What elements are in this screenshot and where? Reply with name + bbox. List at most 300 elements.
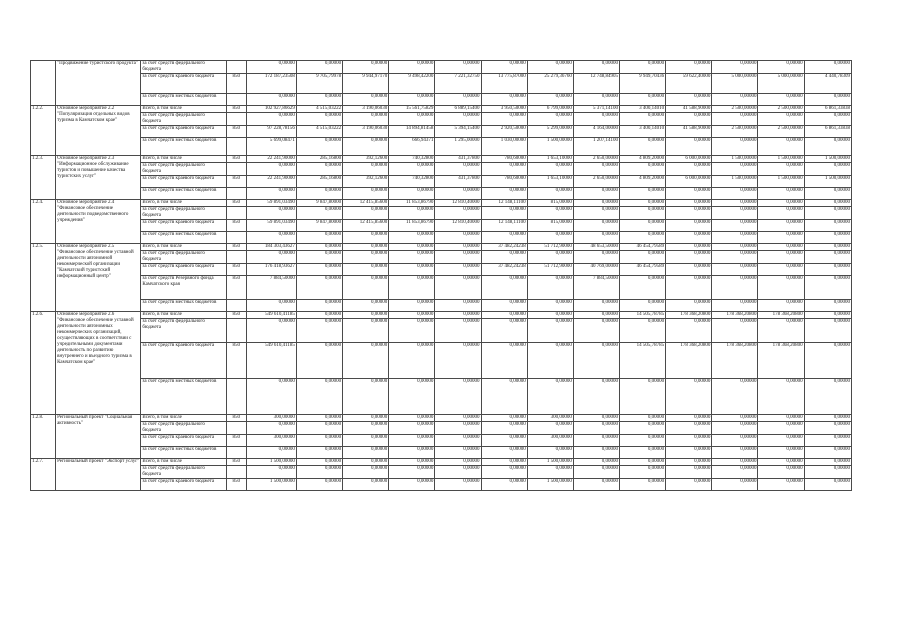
- year-amount: 178 368,20800: [712, 312, 758, 319]
- year-amount: 0,00000: [666, 415, 712, 422]
- year-amount: 4 515,03222: [296, 126, 342, 138]
- year-amount: 0,00000: [343, 163, 389, 176]
- year-amount: 0,00000: [804, 232, 851, 244]
- funding-source: за счет средств федерального бюджета: [141, 113, 226, 126]
- budget-code: 850: [226, 220, 246, 232]
- funding-source: за счет средств Резервного фонда Камчатского края: [141, 276, 226, 300]
- year-amount: 0,00000: [758, 300, 804, 312]
- total-amount: 0,00000: [246, 113, 296, 126]
- budget-table: [30, 60, 852, 491]
- year-amount: 0,00000: [712, 200, 758, 207]
- year-amount: 0,00000: [573, 479, 619, 491]
- table-row: [31, 251, 852, 264]
- total-amount: 0,00000: [246, 94, 296, 106]
- year-amount: 0,00000: [435, 94, 481, 106]
- year-amount: 0,00000: [804, 312, 851, 319]
- year-amount: 0,00000: [573, 188, 619, 200]
- year-amount: 0,00000: [804, 276, 851, 300]
- table-row: [31, 244, 852, 251]
- year-amount: 6 861,33838: [804, 106, 851, 113]
- year-amount: 0,00000: [435, 459, 481, 466]
- year-amount: 0,00000: [435, 207, 481, 220]
- year-amount: 9 498,42200: [389, 74, 435, 94]
- funding-source: за счет средств местных бюджетов: [141, 300, 226, 312]
- budget-code: [226, 163, 246, 176]
- funding-source: Всего, в том числе: [141, 156, 226, 163]
- year-amount: 9 847,80000: [296, 220, 342, 232]
- year-amount: 5 299,00000: [527, 126, 573, 138]
- year-amount: 37 482,24238: [481, 244, 527, 251]
- budget-code: 850: [226, 415, 246, 422]
- year-amount: 0,00000: [435, 466, 481, 479]
- total-amount: 22 241,90000: [246, 156, 296, 163]
- budget-code: [226, 188, 246, 200]
- year-amount: 0,00000: [620, 113, 666, 126]
- item-title: Основное мероприятие 2.3 "Информационное обслуживание туристов и повышение качества туристских услуг": [56, 156, 141, 200]
- total-amount: 0,00000: [246, 232, 296, 244]
- year-amount: 0,00000: [758, 61, 804, 74]
- year-amount: 1 653,10000: [527, 176, 573, 188]
- year-amount: 0,00000: [481, 207, 527, 220]
- budget-code: 850: [226, 74, 246, 94]
- table-row: [31, 94, 852, 106]
- year-amount: 0,00000: [296, 435, 342, 447]
- budget-code: 850: [226, 459, 246, 466]
- year-amount: 37 482,24238: [481, 264, 527, 276]
- year-amount: 0,00000: [712, 300, 758, 312]
- table-row: [31, 319, 852, 343]
- year-amount: 0,00000: [620, 188, 666, 200]
- year-amount: 178 368,20800: [758, 312, 804, 319]
- year-amount: 0,00000: [620, 220, 666, 232]
- year-amount: 2 650,00000: [573, 156, 619, 163]
- year-amount: 0,00000: [435, 188, 481, 200]
- year-amount: 0,00000: [712, 207, 758, 220]
- year-amount: 0,00000: [712, 61, 758, 74]
- total-amount: 176 418,93627: [246, 264, 296, 276]
- year-amount: 0,00000: [343, 244, 389, 251]
- year-amount: 178 368,20800: [758, 343, 804, 379]
- year-amount: 0,00000: [666, 113, 712, 126]
- total-amount: 0,00000: [246, 447, 296, 459]
- year-amount: 0,00000: [296, 466, 342, 479]
- year-amount: 0,00000: [712, 379, 758, 415]
- item-title: "Продвижение туристского продукта": [56, 61, 141, 106]
- year-amount: 0,00000: [758, 163, 804, 176]
- year-amount: 0,00000: [481, 319, 527, 343]
- total-amount: 59 891,03490: [246, 200, 296, 207]
- year-amount: 0,00000: [389, 251, 435, 264]
- year-amount: 3 400,14010: [620, 126, 666, 138]
- year-amount: 0,00000: [804, 188, 851, 200]
- year-amount: 0,00000: [481, 479, 527, 491]
- year-amount: 0,00000: [804, 447, 851, 459]
- year-amount: 0,00000: [296, 264, 342, 276]
- year-amount: 0,00000: [666, 300, 712, 312]
- year-amount: 0,00000: [573, 220, 619, 232]
- year-amount: 0,00000: [573, 200, 619, 207]
- year-amount: 0,00000: [666, 264, 712, 276]
- year-amount: 0,00000: [712, 232, 758, 244]
- table-row: [31, 312, 852, 319]
- funding-source: за счет средств краевого бюджета: [141, 74, 226, 94]
- year-amount: 0,00000: [758, 113, 804, 126]
- item-number: 1.2.3.: [31, 156, 56, 200]
- year-amount: 0,00000: [620, 479, 666, 491]
- total-amount: 59 891,03490: [246, 220, 296, 232]
- year-amount: 0,00000: [527, 113, 573, 126]
- year-amount: 0,00000: [343, 312, 389, 319]
- year-amount: 0,00000: [343, 264, 389, 276]
- table-row: [31, 74, 852, 94]
- table-row: [31, 156, 852, 163]
- table-row: [31, 200, 852, 207]
- year-amount: 0,00000: [481, 188, 527, 200]
- year-amount: 0,00000: [758, 422, 804, 435]
- year-amount: 0,00000: [389, 113, 435, 126]
- year-amount: 5 371,14100: [573, 106, 619, 113]
- year-amount: 48 653,50000: [573, 244, 619, 251]
- year-amount: 14 505,78785: [620, 312, 666, 319]
- year-amount: 0,00000: [343, 94, 389, 106]
- year-amount: 0,00000: [712, 220, 758, 232]
- year-amount: 0,00000: [389, 422, 435, 435]
- year-amount: 0,00000: [712, 94, 758, 106]
- year-amount: 0,00000: [296, 207, 342, 220]
- item-number: 1.2.4.: [31, 200, 56, 244]
- year-amount: 0,00000: [481, 379, 527, 415]
- year-amount: 0,00000: [712, 319, 758, 343]
- year-amount: 0,00000: [527, 447, 573, 459]
- year-amount: 2 500,00000: [758, 106, 804, 113]
- year-amount: 0,00000: [435, 113, 481, 126]
- year-amount: 0,00000: [666, 188, 712, 200]
- year-amount: 0,00000: [343, 138, 389, 156]
- year-amount: 5 000,00000: [712, 74, 758, 94]
- year-amount: 392,12600: [343, 156, 389, 163]
- year-amount: 0,00000: [573, 113, 619, 126]
- year-amount: 0,00000: [620, 415, 666, 422]
- year-amount: 0,00000: [527, 276, 573, 300]
- year-amount: 15 561,75829: [389, 106, 435, 113]
- year-amount: 12 810,40000: [435, 220, 481, 232]
- year-amount: 0,00000: [389, 447, 435, 459]
- total-amount: 0,00000: [246, 300, 296, 312]
- funding-source: за счет средств краевого бюджета: [141, 343, 226, 379]
- year-amount: 0,00000: [758, 200, 804, 207]
- year-amount: 0,00000: [527, 163, 573, 176]
- year-amount: 0,00000: [666, 163, 712, 176]
- year-amount: 0,00000: [573, 447, 619, 459]
- year-amount: 0,00000: [758, 138, 804, 156]
- year-amount: 0,00000: [758, 479, 804, 491]
- year-amount: 0,00000: [481, 300, 527, 312]
- year-amount: 0,00000: [527, 232, 573, 244]
- year-amount: 0,00000: [758, 244, 804, 251]
- year-amount: 2 500,00000: [758, 126, 804, 138]
- year-amount: 4 164,00000: [573, 126, 619, 138]
- year-amount: 0,00000: [804, 459, 851, 466]
- year-amount: 6 861,33838: [804, 126, 851, 138]
- year-amount: 14 505,78785: [620, 343, 666, 379]
- table-row: [31, 264, 852, 276]
- total-amount: 1 500,00000: [246, 479, 296, 491]
- year-amount: 0,00000: [481, 276, 527, 300]
- year-amount: 0,00000: [758, 415, 804, 422]
- year-amount: 0,00000: [620, 61, 666, 74]
- year-amount: 0,00000: [620, 435, 666, 447]
- funding-source: Всего, в том числе: [141, 415, 226, 422]
- year-amount: 666,94371: [389, 138, 435, 156]
- table-row: [31, 343, 852, 379]
- budget-code: [226, 94, 246, 106]
- total-amount: 172 187,23508: [246, 74, 296, 94]
- year-amount: 780,60000: [481, 176, 527, 188]
- table-row: [31, 126, 852, 138]
- budget-code: 850: [226, 312, 246, 319]
- year-amount: 1 500,00000: [712, 156, 758, 163]
- year-amount: 0,00000: [620, 207, 666, 220]
- year-amount: 0,00000: [666, 276, 712, 300]
- year-amount: 0,00000: [435, 422, 481, 435]
- year-amount: 0,00000: [435, 300, 481, 312]
- year-amount: 0,00000: [712, 163, 758, 176]
- table-row: [31, 379, 852, 415]
- year-amount: 0,00000: [712, 276, 758, 300]
- year-amount: 0,00000: [343, 232, 389, 244]
- year-amount: 14 894,81458: [389, 126, 435, 138]
- budget-code: [226, 447, 246, 459]
- year-amount: 0,00000: [389, 479, 435, 491]
- year-amount: 0,00000: [573, 422, 619, 435]
- year-amount: 0,00000: [573, 459, 619, 466]
- year-amount: 2 500,00000: [712, 106, 758, 113]
- table-row: [31, 300, 852, 312]
- budget-code: [226, 422, 246, 435]
- year-amount: 0,00000: [435, 251, 481, 264]
- funding-source: за счет средств краевого бюджета: [141, 220, 226, 232]
- year-amount: 4 809,20000: [620, 156, 666, 163]
- year-amount: 0,00000: [435, 319, 481, 343]
- funding-source: за счет средств федерального бюджета: [141, 422, 226, 435]
- table-row: [31, 106, 852, 113]
- year-amount: 51 712,90000: [527, 244, 573, 251]
- year-amount: 0,00000: [666, 466, 712, 479]
- table-row: [31, 435, 852, 447]
- year-amount: 0,00000: [296, 312, 342, 319]
- year-amount: 0,00000: [620, 422, 666, 435]
- budget-code: 850: [226, 435, 246, 447]
- budget-code: 850: [226, 106, 246, 113]
- year-amount: 5 000,00000: [758, 74, 804, 94]
- funding-source: за счет средств местных бюджетов: [141, 138, 226, 156]
- year-amount: 6 799,00000: [527, 106, 573, 113]
- year-amount: 0,00000: [343, 343, 389, 379]
- table-row: [31, 113, 852, 126]
- year-amount: 0,00000: [389, 188, 435, 200]
- funding-source: за счет средств местных бюджетов: [141, 447, 226, 459]
- year-amount: 0,00000: [573, 319, 619, 343]
- budget-code: [226, 251, 246, 264]
- funding-source: за счет средств федерального бюджета: [141, 466, 226, 479]
- total-amount: 184 303,43627: [246, 244, 296, 251]
- year-amount: 0,00000: [296, 300, 342, 312]
- year-amount: 0,00000: [389, 319, 435, 343]
- year-amount: 9 949,70436: [620, 74, 666, 94]
- year-amount: 0,00000: [343, 459, 389, 466]
- year-amount: 11 853,86790: [389, 220, 435, 232]
- year-amount: 0,00000: [343, 415, 389, 422]
- total-amount: 0,00000: [246, 163, 296, 176]
- year-amount: 0,00000: [343, 251, 389, 264]
- table-row: [31, 61, 852, 74]
- year-amount: 0,00000: [296, 251, 342, 264]
- year-amount: 1 500,00000: [758, 176, 804, 188]
- table-row: [31, 415, 852, 422]
- year-amount: 285,16800: [296, 156, 342, 163]
- year-amount: 0,00000: [758, 379, 804, 415]
- total-amount: 300,00000: [246, 435, 296, 447]
- year-amount: 0,00000: [296, 163, 342, 176]
- year-amount: 25 279,36760: [527, 74, 573, 94]
- year-amount: 0,00000: [758, 319, 804, 343]
- total-amount: 0,00000: [246, 188, 296, 200]
- year-amount: 0,00000: [296, 459, 342, 466]
- year-amount: 0,00000: [573, 94, 619, 106]
- year-amount: 0,00000: [296, 479, 342, 491]
- total-amount: 549 610,41185: [246, 343, 296, 379]
- year-amount: 0,00000: [712, 244, 758, 251]
- year-amount: 0,00000: [666, 244, 712, 251]
- funding-source: за счет средств местных бюджетов: [141, 188, 226, 200]
- year-amount: 0,00000: [527, 188, 573, 200]
- year-amount: 740,32800: [389, 176, 435, 188]
- table-row: [31, 220, 852, 232]
- year-amount: 0,00000: [435, 415, 481, 422]
- year-amount: 0,00000: [389, 264, 435, 276]
- year-amount: 0,00000: [804, 244, 851, 251]
- total-amount: 0,00000: [246, 251, 296, 264]
- year-amount: 0,00000: [481, 61, 527, 74]
- total-amount: 5 699,08471: [246, 138, 296, 156]
- budget-code: 850: [226, 126, 246, 138]
- year-amount: 0,00000: [804, 200, 851, 207]
- funding-source: за счет средств местных бюджетов: [141, 379, 226, 415]
- year-amount: 0,00000: [296, 319, 342, 343]
- year-amount: 0,00000: [435, 232, 481, 244]
- year-amount: 0,00000: [758, 447, 804, 459]
- year-amount: 0,00000: [343, 422, 389, 435]
- year-amount: 0,00000: [435, 61, 481, 74]
- year-amount: 3 190,06030: [343, 106, 389, 113]
- year-amount: 0,00000: [712, 264, 758, 276]
- year-amount: 0,00000: [573, 207, 619, 220]
- year-amount: 178 368,20800: [666, 343, 712, 379]
- year-amount: 0,00000: [620, 138, 666, 156]
- year-amount: 0,00000: [620, 466, 666, 479]
- table-row: [31, 479, 852, 491]
- year-amount: 2 920,50000: [481, 126, 527, 138]
- year-amount: 0,00000: [712, 415, 758, 422]
- budget-code: 850: [226, 200, 246, 207]
- year-amount: 3 950,50000: [481, 106, 527, 113]
- year-amount: 0,00000: [296, 94, 342, 106]
- funding-source: за счет средств федерального бюджета: [141, 207, 226, 220]
- table-row: [31, 459, 852, 466]
- year-amount: 0,00000: [666, 232, 712, 244]
- year-amount: 0,00000: [389, 61, 435, 74]
- year-amount: 0,00000: [804, 251, 851, 264]
- total-amount: 22 241,90000: [246, 176, 296, 188]
- year-amount: 0,00000: [481, 312, 527, 319]
- year-amount: 12 148,11100: [481, 220, 527, 232]
- table-row: [31, 138, 852, 156]
- budget-code: [226, 466, 246, 479]
- year-amount: 13 775,87000: [481, 74, 527, 94]
- year-amount: 0,00000: [481, 447, 527, 459]
- item-title: Основное мероприятие 2.5 "Финансовое обеспечение уставной деятельности автономной некоммерческой организации "Камчатский туристский информационный центр": [56, 244, 141, 312]
- table-row: [31, 232, 852, 244]
- year-amount: 3 190,06030: [343, 126, 389, 138]
- year-amount: 0,00000: [435, 163, 481, 176]
- year-amount: 0,00000: [389, 312, 435, 319]
- year-amount: 0,00000: [527, 422, 573, 435]
- total-amount: 0,00000: [246, 422, 296, 435]
- year-amount: 0,00000: [804, 207, 851, 220]
- year-amount: 4 440,78309: [804, 74, 851, 94]
- year-amount: 0,00000: [804, 422, 851, 435]
- year-amount: 0,00000: [296, 113, 342, 126]
- year-amount: 0,00000: [573, 343, 619, 379]
- year-amount: 0,00000: [573, 415, 619, 422]
- item-title: Основное мероприятие 2.6 "Финансовое обеспечение уставной деятельности автономных некоммерческих организаций, осуществляющих в соответствии с учредительными документами деятельность по развитию внутреннего и въездного туризма в Камчатском крае": [56, 312, 141, 415]
- year-amount: 0,00000: [666, 479, 712, 491]
- year-amount: 0,00000: [666, 207, 712, 220]
- year-amount: 12 748,84905: [573, 74, 619, 94]
- year-amount: 0,00000: [435, 447, 481, 459]
- year-amount: 0,00000: [712, 466, 758, 479]
- year-amount: 1 653,10000: [527, 156, 573, 163]
- funding-source: за счет средств краевого бюджета: [141, 126, 226, 138]
- year-amount: 0,00000: [712, 138, 758, 156]
- year-amount: 0,00000: [527, 343, 573, 379]
- year-amount: 0,00000: [620, 459, 666, 466]
- budget-code: [226, 300, 246, 312]
- year-amount: 0,00000: [527, 251, 573, 264]
- year-amount: 0,00000: [389, 207, 435, 220]
- year-amount: 11 853,86790: [389, 200, 435, 207]
- year-amount: 7 221,32750: [435, 74, 481, 94]
- year-amount: 0,00000: [620, 300, 666, 312]
- year-amount: 0,00000: [296, 379, 342, 415]
- funding-source: за счет средств местных бюджетов: [141, 94, 226, 106]
- year-amount: 0,00000: [527, 300, 573, 312]
- year-amount: 0,00000: [389, 163, 435, 176]
- year-amount: 0,00000: [758, 276, 804, 300]
- year-amount: 0,00000: [758, 207, 804, 220]
- year-amount: 0,00000: [435, 479, 481, 491]
- table-row: [31, 163, 852, 176]
- year-amount: 0,00000: [389, 435, 435, 447]
- year-amount: 6 000,00000: [666, 176, 712, 188]
- year-amount: 0,00000: [666, 200, 712, 207]
- year-amount: 0,00000: [620, 251, 666, 264]
- year-amount: 1 500,00000: [758, 156, 804, 163]
- funding-source: за счет средств местных бюджетов: [141, 232, 226, 244]
- year-amount: 0,00000: [435, 244, 481, 251]
- year-amount: 4 809,20000: [620, 176, 666, 188]
- year-amount: 0,00000: [804, 379, 851, 415]
